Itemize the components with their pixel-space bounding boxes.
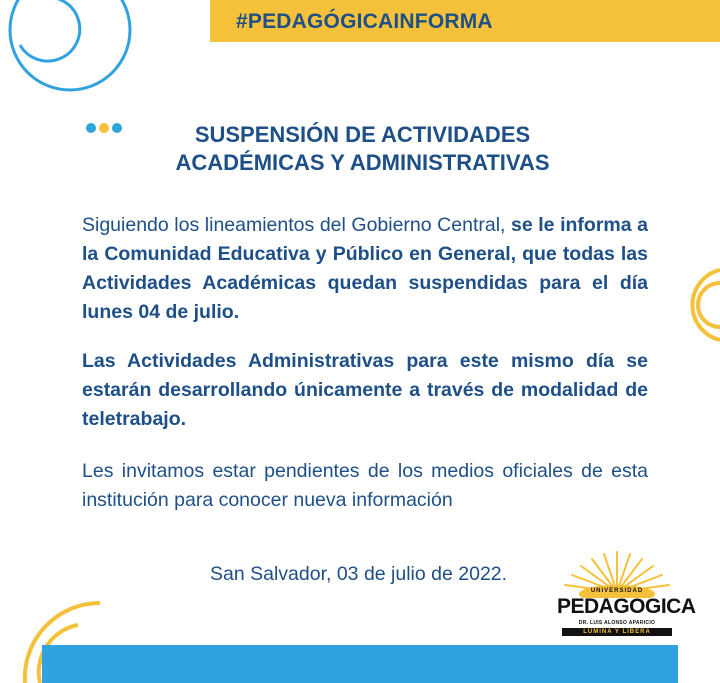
notice-title-line2: ACADÉMICAS Y ADMINISTRATIVAS — [175, 150, 550, 175]
logo-subtitle: DR. LUIS ALONSO APARICIO — [578, 620, 656, 626]
notice-title-line1: SUSPENSIÓN DE ACTIVIDADES — [194, 122, 531, 147]
logo-motto-bar — [562, 628, 672, 636]
paragraph-suspension-bold: se le informa a la Comunidad Educativa y Público en General, que todas las Actividades Académicas quedan suspendidas para el día lunes 04 de julio. — [82, 214, 648, 323]
place-and-date: San Salvador, 03 de julio de 2022. — [210, 563, 508, 585]
logo-motto: LUMINA Y LIBERA — [583, 629, 651, 635]
logo-name: PEDAGOGICA — [557, 595, 696, 618]
logo-university-label: UNIVERSIDAD — [590, 588, 644, 594]
paragraph-invitation: Les invitamos estar pendientes de los medios oficiales de esta institución para conocer nueva información — [82, 460, 648, 511]
top-left-ring-decoration — [0, 0, 140, 110]
hashtag-banner — [210, 0, 720, 42]
university-logo — [552, 548, 696, 640]
right-ring-decoration — [670, 265, 720, 345]
notice-title — [80, 121, 645, 177]
paragraph-administrative: Las Actividades Administrativas para este mismo día se estarán desarrollando únicamente a través de modalidad de teletrabajo. — [82, 350, 648, 430]
hashtag-label: #PEDAGÓGICAINFORMA — [236, 10, 493, 33]
paragraph-suspension — [82, 211, 648, 327]
paragraph-suspension-intro: Siguiendo los lineamientos del Gobierno Central, — [82, 214, 512, 236]
bottom-banner — [42, 645, 678, 683]
